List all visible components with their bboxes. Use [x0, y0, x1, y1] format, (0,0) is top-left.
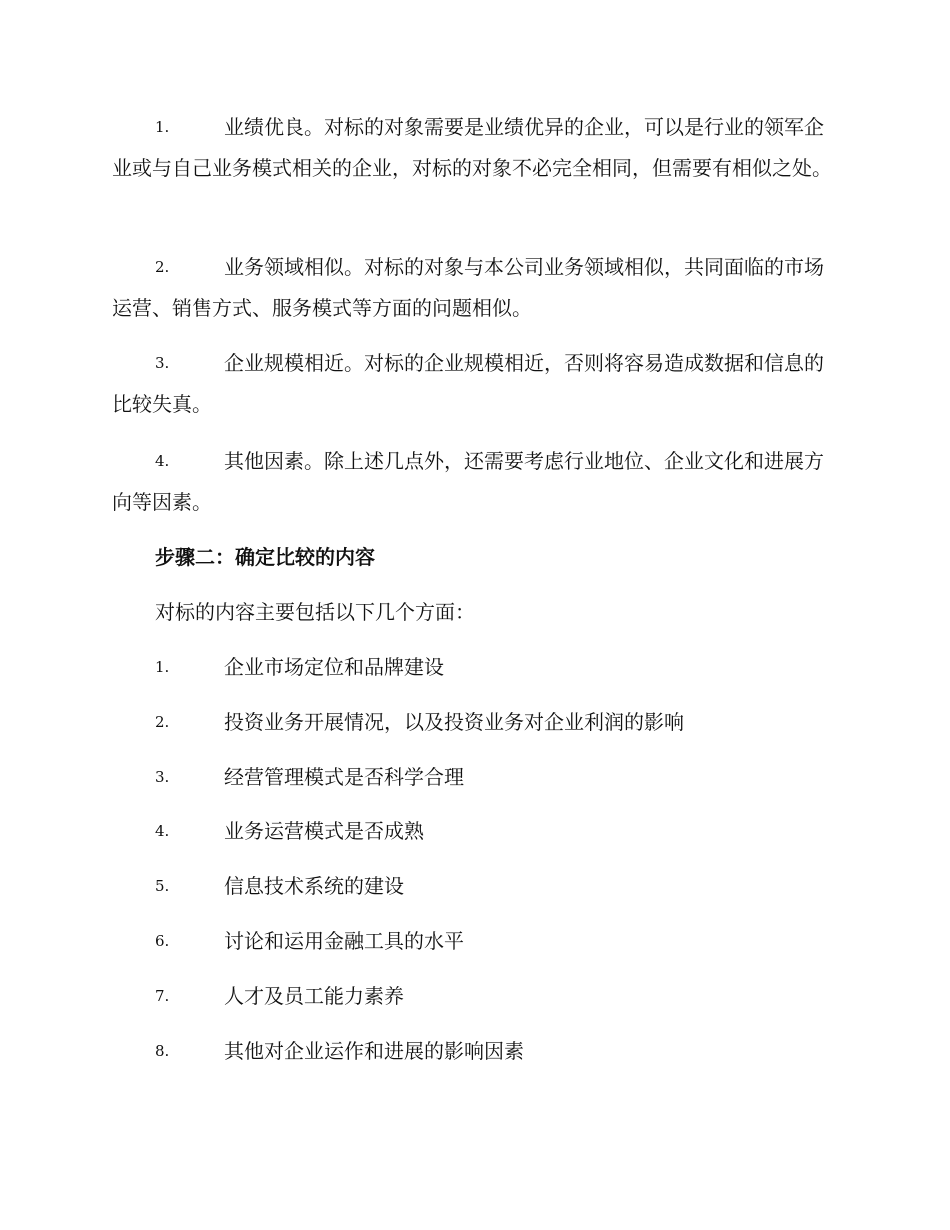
criteria-item: 企业规模相近。对标的企业规模相近，否则将容易造成数据和信息的比较失真。: [112, 351, 824, 416]
content-number: 1.: [155, 658, 170, 676]
criteria-number: 1.: [155, 118, 170, 136]
criteria-item: 其他因素。除上述几点外，还需要考虑行业地位、企业文化和进展方向等因素。: [112, 449, 824, 514]
criteria-number: 2.: [155, 258, 170, 276]
content-number: 8.: [155, 1042, 170, 1060]
content-item: 讨论和运用金融工具的水平: [224, 929, 464, 953]
content-number: 5.: [155, 877, 170, 895]
criteria-item: 业务领域相似。对标的对象与本公司业务领域相似，共同面临的市场运营、销售方式、服务模式等方面的问题相似。: [112, 255, 824, 320]
content-number: 2.: [155, 713, 170, 731]
content-number: 3.: [155, 768, 170, 786]
section-heading: 步骤二：确定比较的内容: [155, 545, 375, 569]
content-number: 6.: [155, 932, 170, 950]
content-number: 7.: [155, 987, 170, 1005]
criteria-number: 3.: [155, 354, 170, 372]
content-item: 信息技术系统的建设: [224, 874, 404, 898]
content-item: 经营管理模式是否科学合理: [224, 765, 464, 789]
content-item: 企业市场定位和品牌建设: [224, 655, 444, 679]
content-item: 人才及员工能力素养: [224, 984, 404, 1008]
intro-paragraph: 对标的内容主要包括以下几个方面：: [155, 600, 475, 624]
content-item: 业务运营模式是否成熟: [224, 819, 424, 843]
criteria-number: 4.: [155, 452, 170, 470]
criteria-item: 业绩优良。对标的对象需要是业绩优异的企业，可以是行业的领军企业或与自己业务模式相关的企业，对标的对象不必完全相同，但需要有相似之处。: [112, 115, 832, 180]
content-number: 4.: [155, 822, 170, 840]
content-item: 其他对企业运作和进展的影响因素: [224, 1039, 524, 1063]
content-item: 投资业务开展情况，以及投资业务对企业利润的影响: [224, 710, 684, 734]
